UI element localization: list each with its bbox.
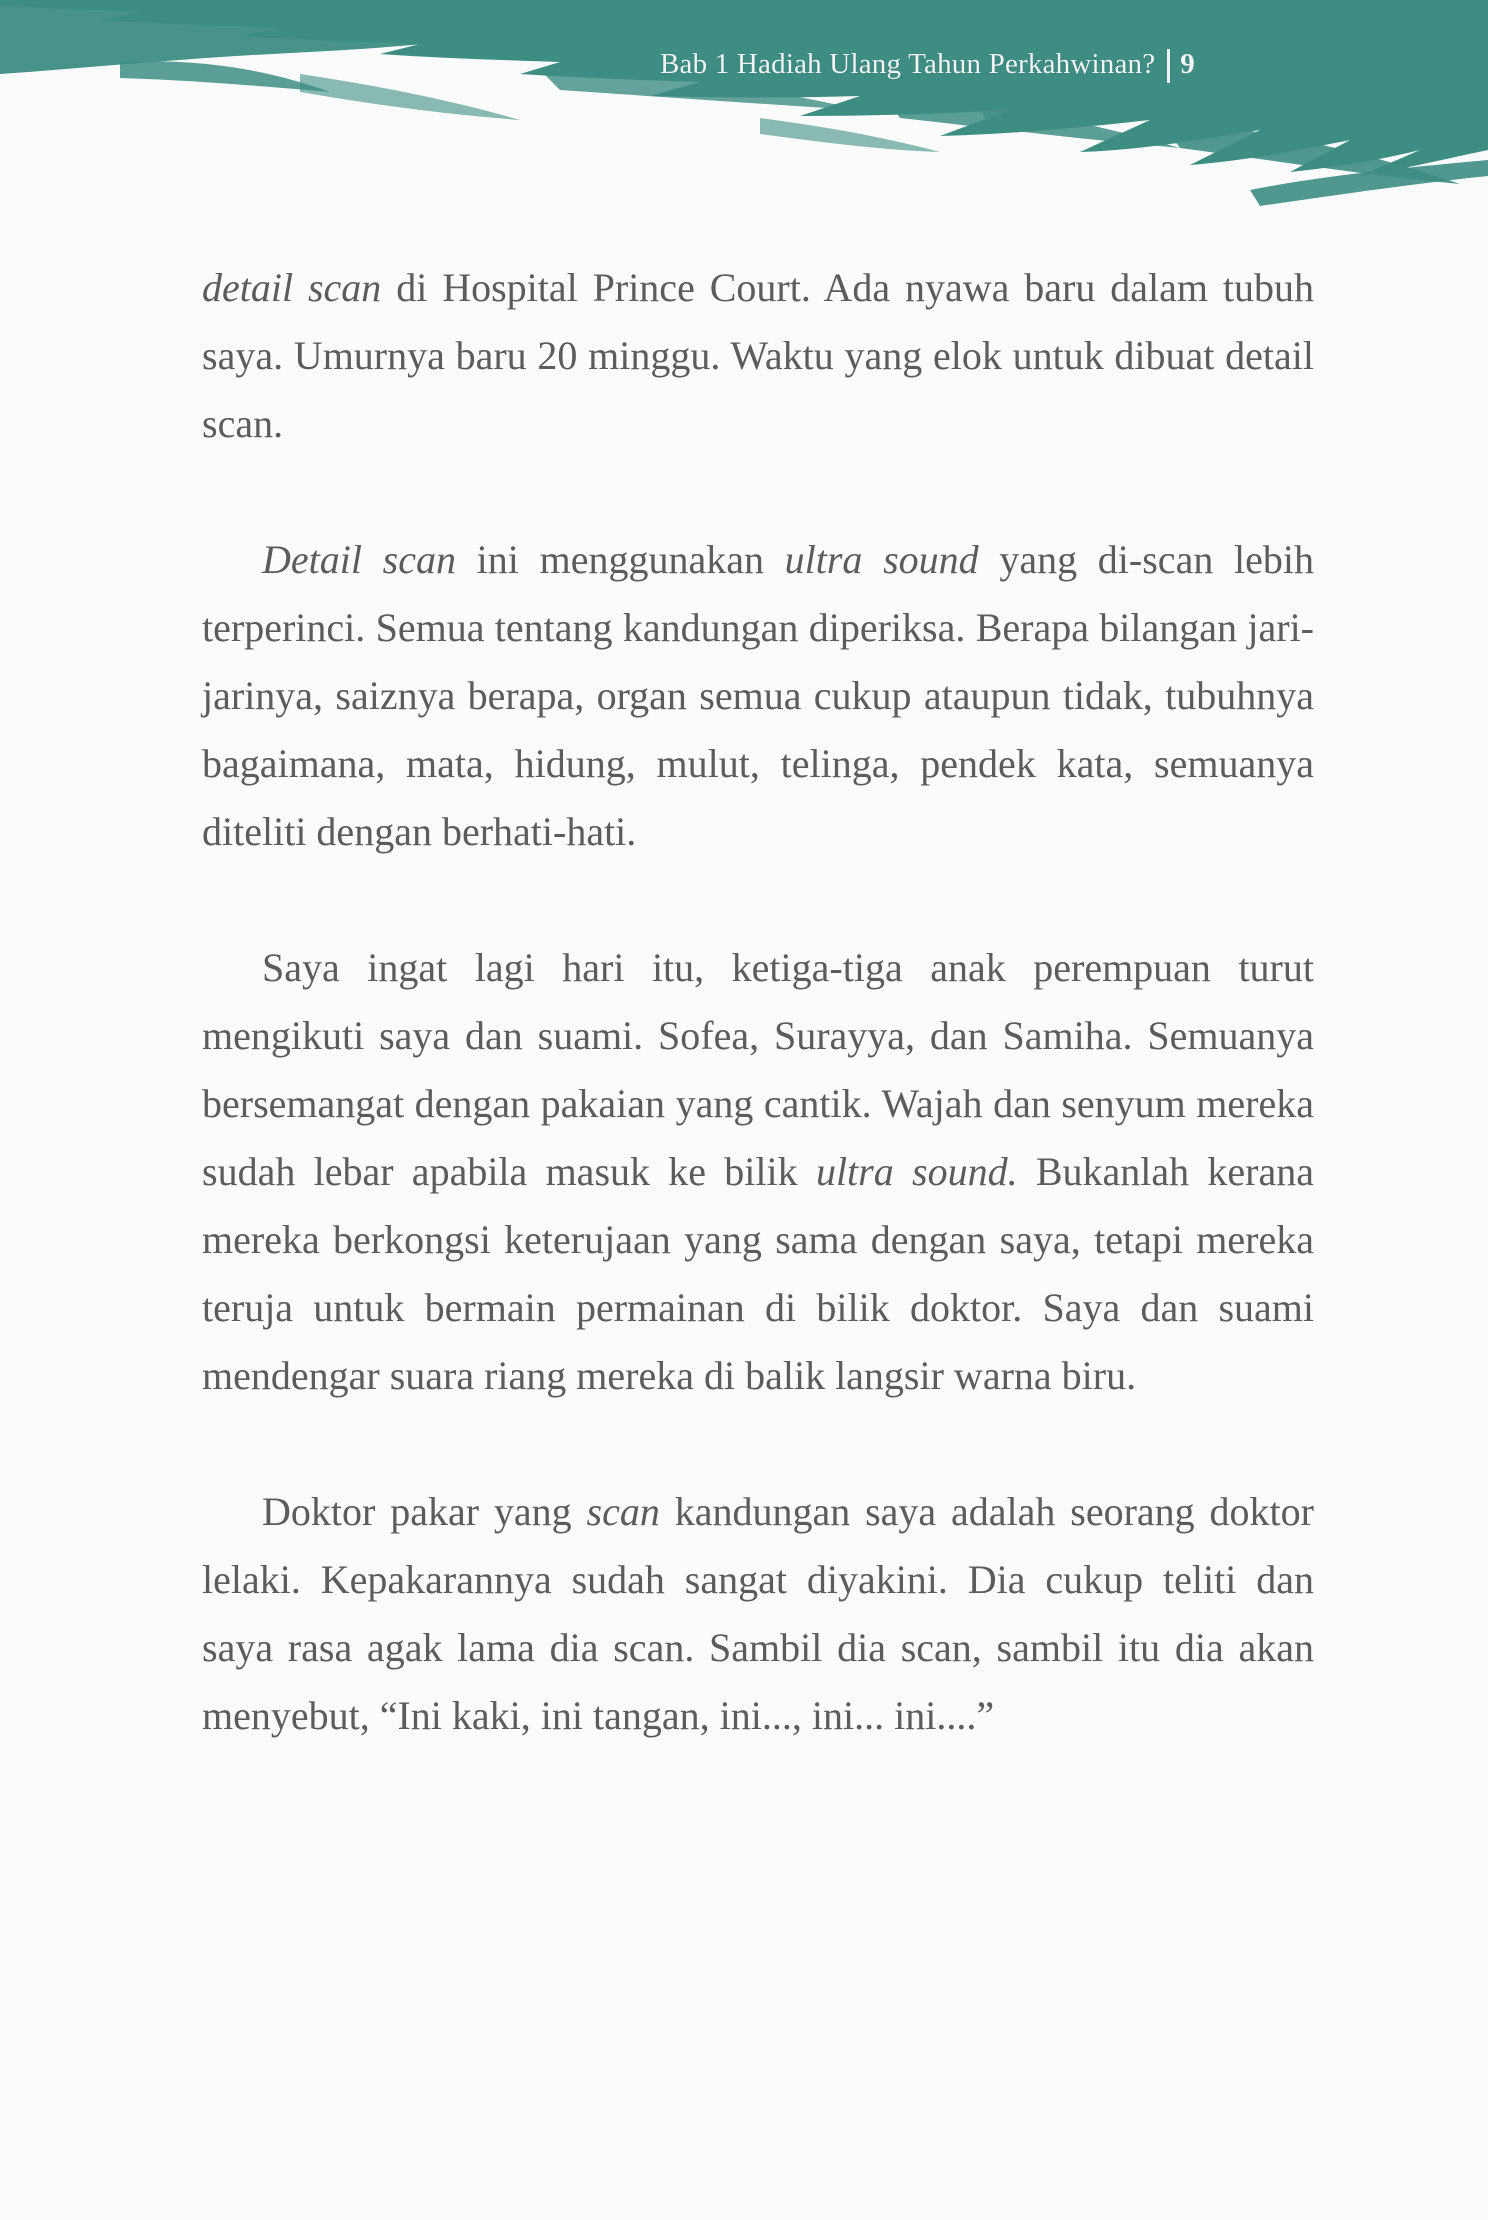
paragraph xyxy=(202,934,1314,1410)
running-header xyxy=(660,48,1195,83)
chapter-title: Bab 1 Hadiah Ulang Tahun Perkahwinan? xyxy=(660,48,1156,80)
body-text xyxy=(202,254,1314,1750)
brush-stroke-banner xyxy=(0,0,1488,230)
text-run: Doktor pakar yang xyxy=(262,1489,587,1534)
text-run: di Hospital Prince Court. Ada nyawa baru dalam tubuh saya. Umurnya baru 20 minggu. Waktu yang elok untuk dibuat detail scan. xyxy=(202,265,1314,446)
text-run: Bukanlah kerana mereka berkongsi keterujaan yang sama dengan saya, tetapi mereka teruja untuk bermain permainan di bilik doktor. Saya dan suami mendengar suara riang mereka di balik langsir warna biru. xyxy=(202,1149,1315,1398)
paragraph xyxy=(202,526,1314,866)
paragraph xyxy=(202,254,1314,458)
text-run: ini menggunakan xyxy=(455,537,785,582)
italic-text: scan xyxy=(586,1489,660,1534)
text-run: yang di-scan lebih terperinci. Semua tentang kandungan diperiksa. Berapa bilangan jari-jarinya, saiznya berapa, organ semua cukup ataupun tidak, tubuhnya bagaimana, mata, hidung, mulut, telinga, pendek kata, semuanya diteliti dengan berhati-hati. xyxy=(202,537,1314,854)
text-run: kandungan saya adalah seorang doktor lelaki. Kepakarannya sudah sangat diyakini. Dia cukup teliti dan saya rasa agak lama dia scan. Sambil dia scan, sambil itu dia akan menyebut, “Ini kaki, ini tangan, ini..., ini... ini....” xyxy=(202,1489,1314,1738)
italic-text: detail scan xyxy=(202,265,382,310)
page-number: 9 xyxy=(1180,48,1195,80)
paragraph xyxy=(202,1478,1314,1750)
text-run: Saya ingat lagi hari itu, ketiga-tiga anak perempuan turut mengikuti saya dan suami. Sofea, Surayya, dan Samiha. Semuanya bersemangat dengan pakaian yang cantik. Wajah dan senyum mereka sudah lebar apabila masuk ke bilik xyxy=(202,945,1314,1194)
italic-text: Detail scan xyxy=(262,537,456,582)
italic-text: ultra sound. xyxy=(815,1149,1018,1194)
header-divider xyxy=(1167,49,1170,83)
italic-text: ultra sound xyxy=(784,537,979,582)
